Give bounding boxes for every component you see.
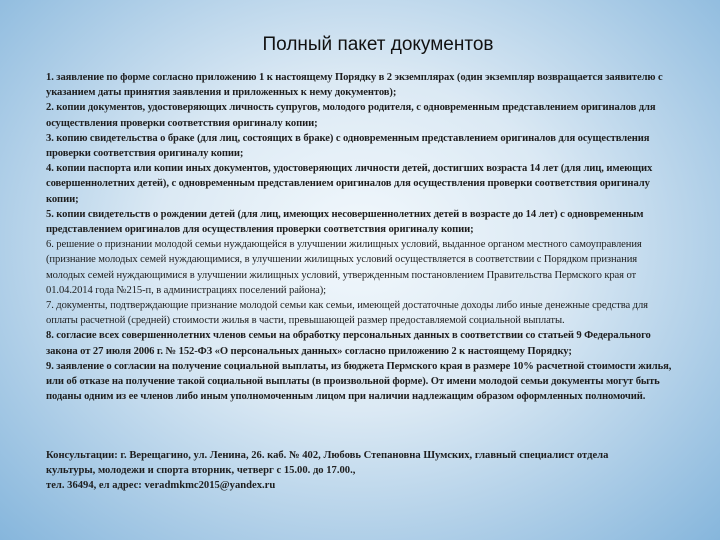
list-item: 3. копию свидетельства о браке (для лиц, состоящих в браке) с одновременным представлением оригиналов для осуществления проверки соответствия оригиналу копии;: [46, 132, 650, 160]
page-title: Полный пакет документов: [262, 34, 494, 55]
list-item: 5. копии свидетельств о рождении детей (для лиц, имеющих несовершеннолетних детей в возрасте до 14 лет) с одновременным представлением оригиналов для осуществления проверки соответствия оригиналу копии;: [46, 208, 644, 236]
document-list: [46, 70, 678, 404]
list-item: 6. решение о признании молодой семьи нуждающейся в улучшении жилищных условий, выданное органом местного самоуправления (признание молодых семей нуждающимися, в улучшении жилищных условий осуществляется в соответствии с Порядком признания молодых семей нуждающимися в улучшении жилищных условий, утвержденным постановлением Правительства Пермского края от 01.04.2014 года №215-п, в администрациях поселений района);: [46, 239, 642, 296]
contacts-line: Консультации: г. Верещагино, ул. Ленина, 26. каб. № 402, Любовь Степановна Шумских, главный специалист отдела: [46, 450, 609, 461]
list-item: 1. заявление по форме согласно приложению 1 к настоящему Порядку в 2 экземплярах (один экземпляр возвращается заявителю с указанием даты принятия заявления и приложенных к нему документов);: [46, 72, 663, 99]
list-item: 7. документы, подтверждающие признание молодой семьи как семьи, имеющей достаточные доходы либо иные денежные средства для оплаты расчетной (средней) стоимости жилья в части, превышающей размер предоставляемой социальной выплаты.: [46, 300, 648, 327]
contacts-line: тел. 36494, ел адрес: veradmkmc2015@yandex.ru: [46, 480, 276, 492]
list-item: 4. копии паспорта или копии иных документов, удостоверяющих личности детей, достигших возраста 14 лет (для лиц, имеющих совершеннолетних детей), с одновременным представлением оригиналов для осуществления проверки соответствия оригиналу копии;: [46, 163, 653, 205]
contacts-line: культуры, молодежи и спорта вторник, четверг с 15.00. до 17.00.,: [46, 465, 356, 477]
contacts-block: [46, 448, 678, 494]
list-item: 2. копии документов, удостоверяющих личность супругов, молодого родителя, с одновременным представлением оригиналов для осуществления проверки соответствия оригиналу копии;: [46, 102, 656, 129]
list-item: 8. согласие всех совершеннолетних членов семьи на обработку персональных данных в соответствии со статьей 9 Федерального закона от 27 июля 2006 г. № 152-ФЗ «О персональных данных» согласно приложению 2 к настоящему Порядку;: [46, 330, 651, 357]
list-item: 9. заявление о согласии на получение социальной выплаты, из бюджета Пермского края в размере 10% расчетной стоимости жилья, или об отказе на получение такой социальной выплаты (в произвольной форме). От имени молодой семьи документы могут быть поданы одним из ее членов либо иным уполномоченным лицом при наличии надлежащим образом оформленных полномочий.: [46, 360, 672, 403]
